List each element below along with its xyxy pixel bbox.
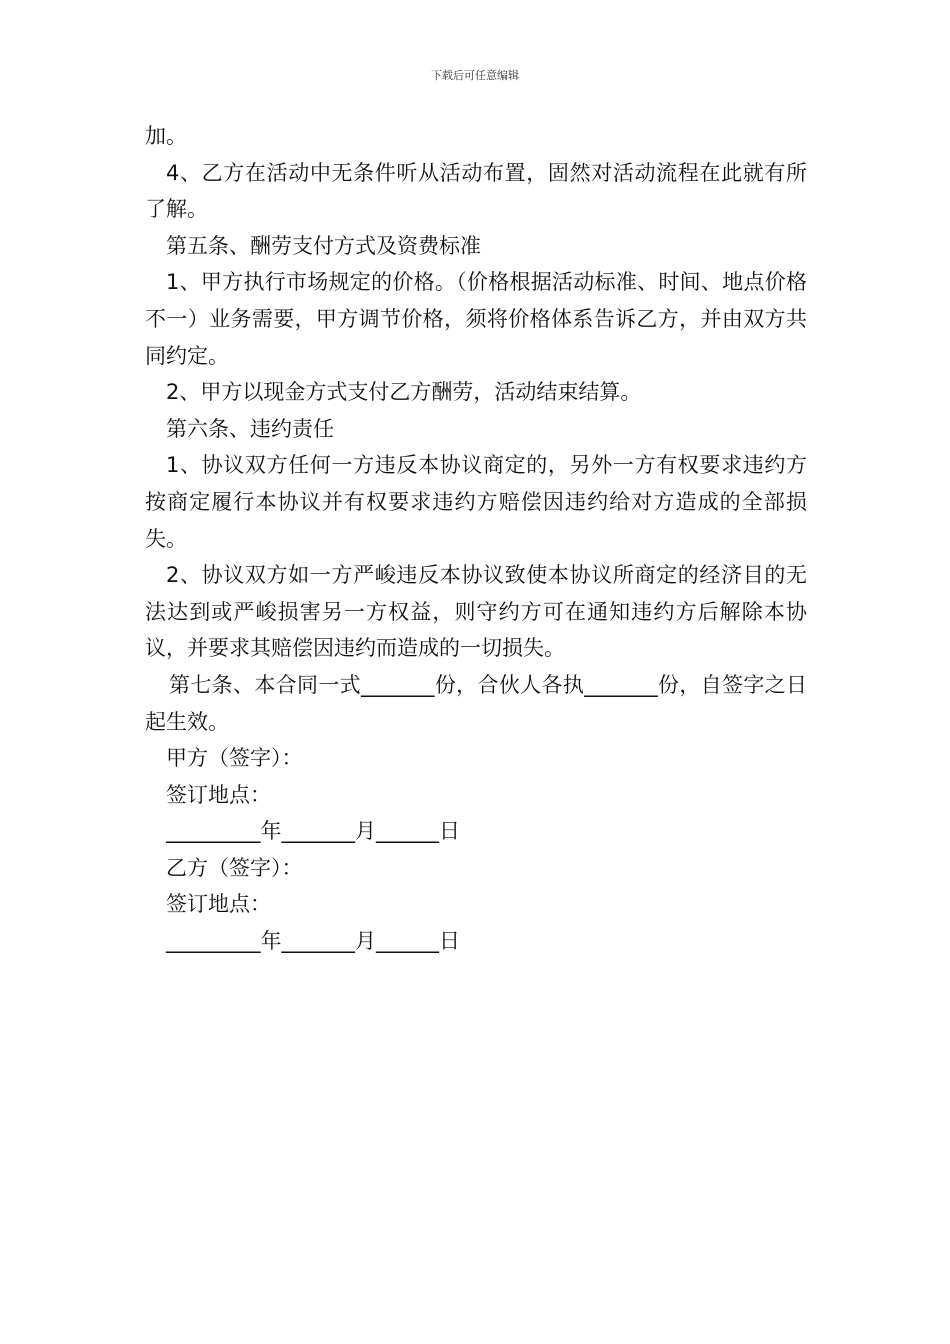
paragraph-item-4: 4、乙方在活动中无条件听从活动布置，固然对活动流程在此就有所了解。	[145, 160, 807, 222]
date-line-party-b: _________年_______月______日	[166, 929, 460, 954]
paragraph-article-5-item-1: 1、甲方执行市场规定的价格。（价格根据活动标准、时间、地点价格不一）业务需要，甲方调节价格，须将价格体系告诉乙方，并由双方共同约定。	[145, 270, 807, 368]
signing-location-party-b: 签订地点：	[166, 892, 271, 917]
paragraph-article-7: 第七条、本合同一式_______份，合伙人各执_______份，自签字之日起生效。	[145, 672, 807, 734]
section-heading-article-6: 第六条、违约责任	[166, 416, 334, 441]
paragraph-article-5-item-2: 2、甲方以现金方式支付乙方酬劳，活动结束结算。	[166, 380, 642, 405]
section-heading-article-5: 第五条、酬劳支付方式及资费标准	[166, 233, 481, 258]
paragraph-article-6-item-2: 2、协议双方如一方严峻违反本协议致使本协议所商定的经济目的无法达到或严峻损害另一方权益，则守约方可在通知违约方后解除本协议，并要求其赔偿因违约而造成的一切损失。	[145, 563, 807, 661]
paragraph-continuation: 加。	[145, 124, 187, 148]
signing-location-party-a: 签订地点：	[166, 782, 271, 807]
page-header-note: 下载后可任意编辑	[431, 69, 519, 82]
date-line-party-a: _________年_______月______日	[166, 819, 460, 844]
signature-party-b: 乙方（签字）：	[166, 855, 303, 880]
document-body	[145, 118, 807, 960]
paragraph-article-6-item-1: 1、协议双方任何一方违反本协议商定的，另外一方有权要求违约方按商定履行本协议并有权要求违约方赔偿因违约给对方造成的全部损失。	[145, 453, 807, 551]
signature-party-a: 甲方（签字）：	[166, 746, 303, 771]
